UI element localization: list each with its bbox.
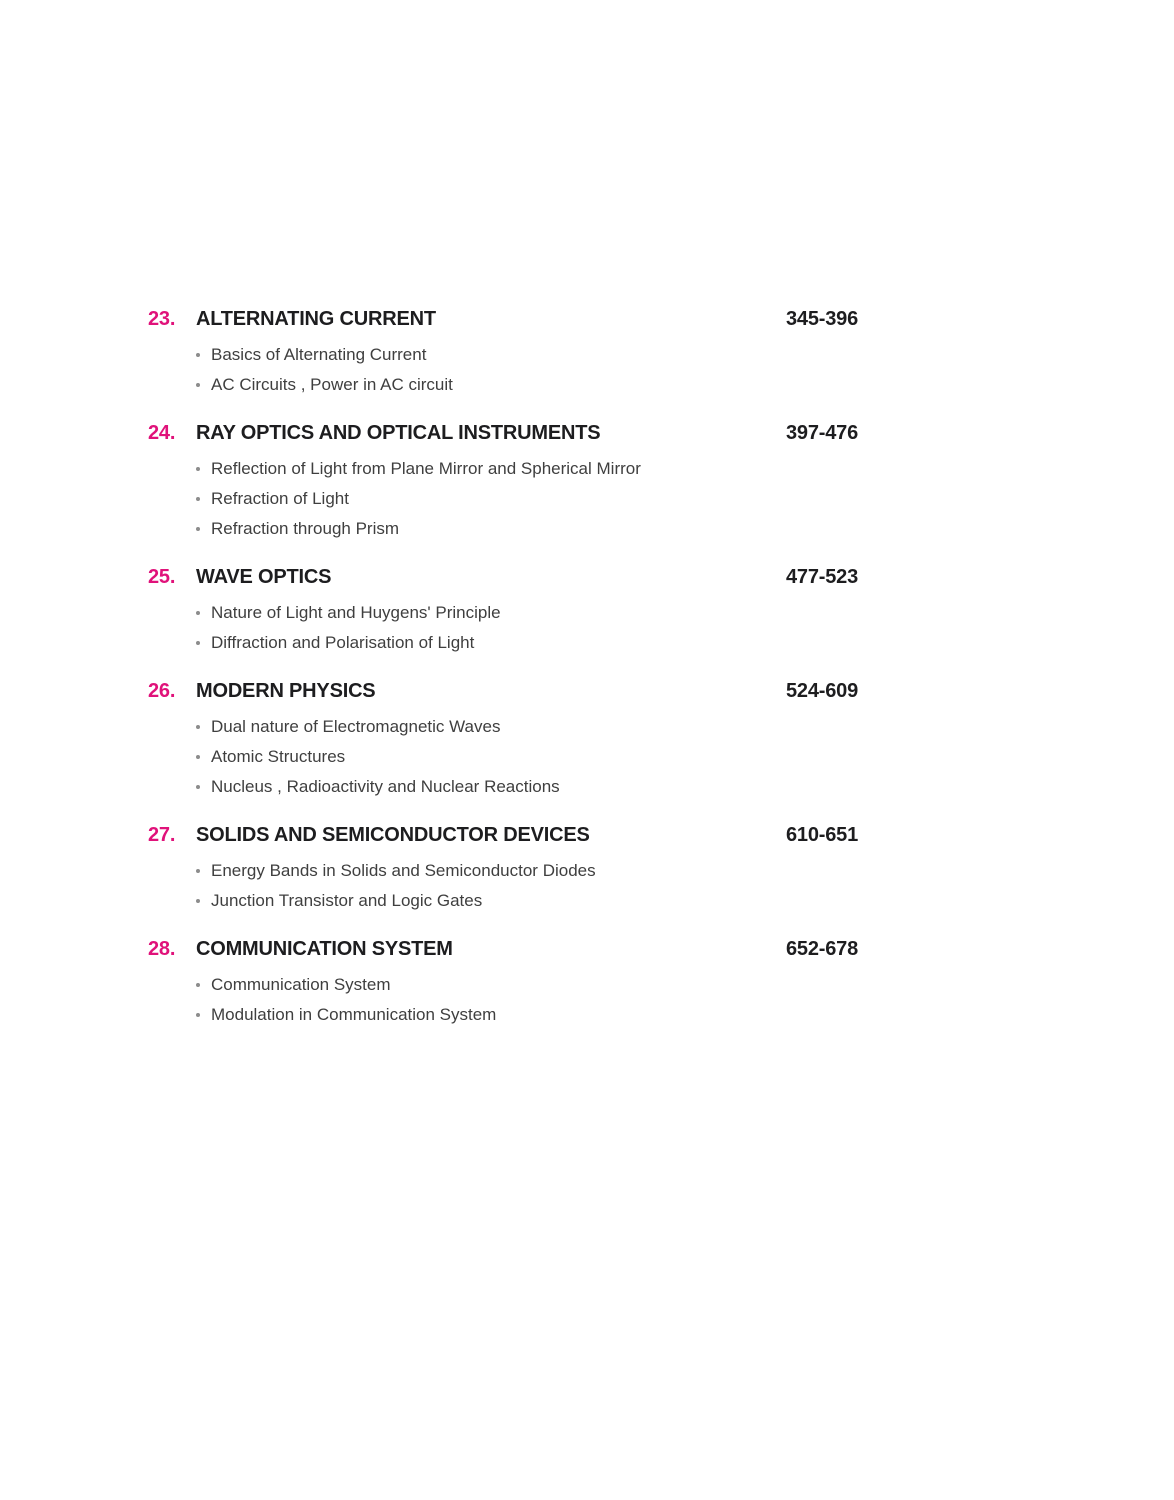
chapter-title: SOLIDS AND SEMICONDUCTOR DEVICES [196,824,590,846]
chapter-heading-row [148,564,858,590]
subtopic-label: Energy Bands in Solids and Semiconductor Diodes [211,861,596,880]
subtopic-item [196,598,858,628]
subtopic-item [196,742,858,772]
chapter-page-range: 477-523 [786,566,858,588]
bullet-icon [196,383,200,387]
subtopic-item [196,772,858,802]
bullet-icon [196,527,200,531]
subtopic-label: Diffraction and Polarisation of Light [211,633,475,652]
subtopic-list [148,970,858,1030]
bullet-icon [196,497,200,501]
bullet-icon [196,611,200,615]
chapter-heading-row [148,420,858,446]
subtopic-label: Basics of Alternating Current [211,345,427,364]
toc-list [148,306,858,1050]
toc-chapter [148,306,858,400]
subtopic-label: Refraction of Light [211,489,349,508]
subtopic-label: Refraction through Prism [211,519,400,538]
subtopic-item [196,454,858,484]
chapter-number: 24. [148,422,176,444]
bullet-icon [196,641,200,645]
subtopic-item [196,484,858,514]
subtopic-item [196,712,858,742]
bullet-icon [196,1013,200,1017]
chapter-heading-row [148,678,858,704]
subtopic-list [148,454,858,544]
chapter-heading-row [148,822,858,848]
subtopic-label: Junction Transistor and Logic Gates [211,891,483,910]
chapter-number: 27. [148,824,176,846]
subtopic-label: Reflection of Light from Plane Mirror and Spherical Mirror [211,459,641,478]
chapter-page-range: 345-396 [786,308,858,330]
bullet-icon [196,899,200,903]
chapter-number: 25. [148,566,176,588]
subtopic-item [196,1000,858,1030]
chapter-title: ALTERNATING CURRENT [196,308,436,330]
subtopic-label: AC Circuits , Power in AC circuit [211,375,453,394]
chapter-page-range: 397-476 [786,422,858,444]
bullet-icon [196,725,200,729]
subtopic-list [148,598,858,658]
subtopic-item [196,886,858,916]
chapter-page-range: 652-678 [786,938,858,960]
toc-chapter [148,564,858,658]
toc-chapter [148,822,858,916]
chapter-number: 23. [148,308,176,330]
subtopic-list [148,340,858,400]
chapter-title: WAVE OPTICS [196,566,332,588]
subtopic-label: Nucleus , Radioactivity and Nuclear Reactions [211,777,560,796]
chapter-number: 26. [148,680,176,702]
chapter-title: RAY OPTICS AND OPTICAL INSTRUMENTS [196,422,601,444]
bullet-icon [196,353,200,357]
chapter-heading-row [148,936,858,962]
subtopic-label: Modulation in Communication System [211,1005,497,1024]
chapter-heading-row [148,306,858,332]
subtopic-list [148,712,858,802]
chapter-title: COMMUNICATION SYSTEM [196,938,453,960]
subtopic-label: Dual nature of Electromagnetic Waves [211,717,501,736]
subtopic-label: Atomic Structures [211,747,346,766]
subtopic-item [196,628,858,658]
subtopic-item [196,514,858,544]
bullet-icon [196,467,200,471]
toc-chapter [148,420,858,544]
chapter-page-range: 524-609 [786,680,858,702]
chapter-page-range: 610-651 [786,824,858,846]
toc-chapter [148,678,858,802]
subtopic-list [148,856,858,916]
subtopic-item [196,370,858,400]
bullet-icon [196,785,200,789]
bullet-icon [196,869,200,873]
chapter-number: 28. [148,938,176,960]
subtopic-label: Communication System [211,975,391,994]
chapter-title: MODERN PHYSICS [196,680,376,702]
bullet-icon [196,983,200,987]
subtopic-item [196,340,858,370]
toc-chapter [148,936,858,1030]
subtopic-label: Nature of Light and Huygens' Principle [211,603,501,622]
subtopic-item [196,856,858,886]
subtopic-item [196,970,858,1000]
bullet-icon [196,755,200,759]
